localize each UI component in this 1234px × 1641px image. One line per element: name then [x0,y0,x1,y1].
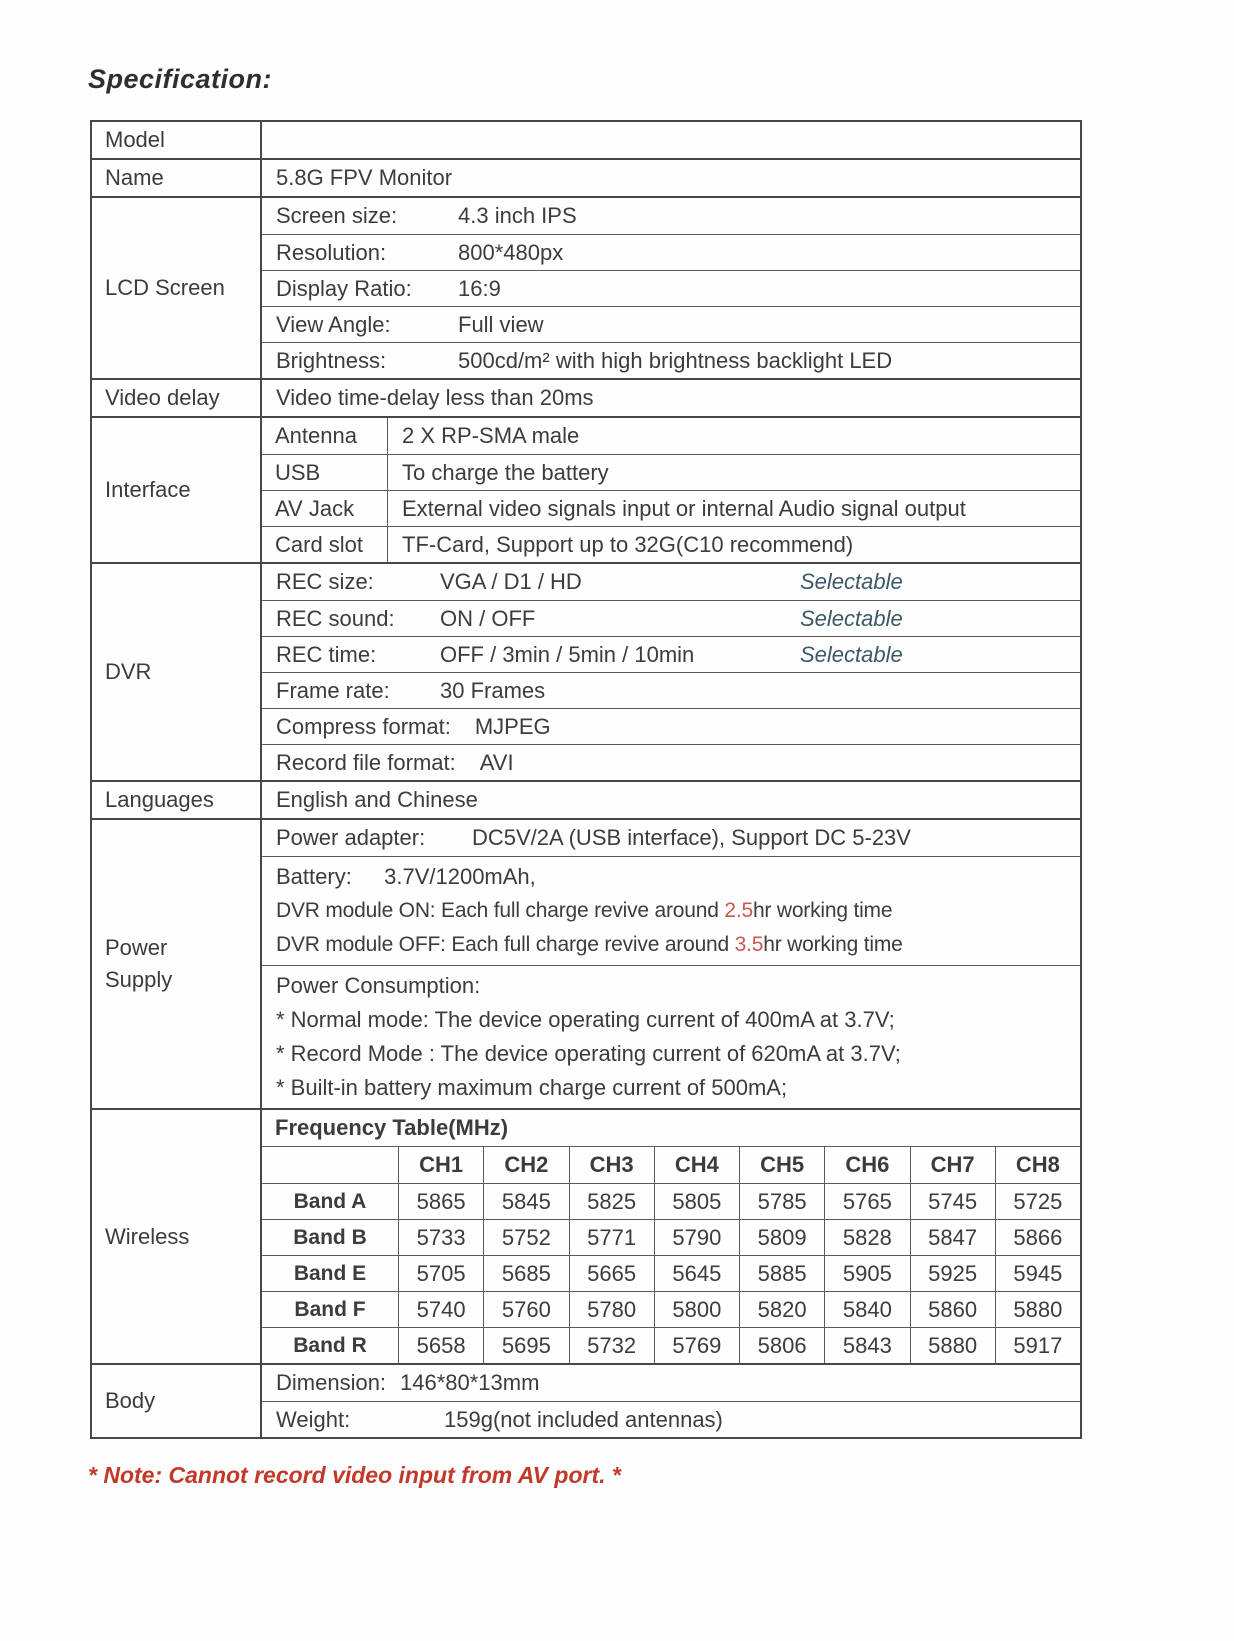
power-supply-label-line1: Power [105,935,168,960]
band-f-ch8: 5880 [995,1291,1080,1327]
power-row-consumption [262,965,1080,1108]
band-a-ch7: 5745 [910,1183,995,1219]
power-supply-label-line2: Supply [105,967,173,992]
group-dvr [92,562,1080,780]
band-a-ch1: 5865 [398,1183,483,1219]
dvr-row-rec-time [262,636,1080,672]
page-title: Specification: [88,64,273,94]
band-f-ch5: 5820 [739,1291,824,1327]
interface-antenna-label: Antenna [262,418,388,454]
lcd-brightness-label: Brightness: [276,347,387,373]
power-supply-label [92,820,262,1108]
band-a-ch5: 5785 [739,1183,824,1219]
lcd-row-view-angle [262,306,1080,342]
interface-row-av-jack [262,490,1080,526]
row-languages [92,780,1080,818]
model-label: Model [92,122,262,158]
video-delay-label: Video delay [92,380,262,416]
interface-row-card-slot [262,526,1080,562]
dvr-row-frame-rate [262,672,1080,708]
band-e-ch1: 5705 [398,1255,483,1291]
dvr-rec-sound-value: ON / OFF [440,605,536,631]
band-f-ch4: 5800 [654,1291,739,1327]
frequency-table-title: Frequency Table(MHz) [275,1115,509,1140]
dvr-off-suffix: hr working time [763,933,903,956]
group-lcd-screen [92,196,1080,378]
dvr-compress-format-value: MJPEG [474,713,551,739]
dvr-row-rec-sound [262,600,1080,636]
dvr-module-off-line [276,928,1080,962]
battery-label: Battery: [276,864,352,889]
lcd-view-angle-label: View Angle: [276,311,391,337]
band-a-ch2: 5845 [483,1183,568,1219]
band-r-ch3: 5732 [569,1327,654,1363]
interface-usb-value: To charge the battery [402,459,609,485]
lcd-label: LCD Screen [92,198,262,378]
band-b-ch7: 5847 [910,1219,995,1255]
dvr-row-record-file-format [262,744,1080,780]
band-r-ch6: 5843 [824,1327,909,1363]
dvr-record-file-format-value: AVI [479,749,514,775]
band-a-ch8: 5725 [995,1183,1080,1219]
dvr-compress-format-label: Compress format: [276,713,451,739]
lcd-row-display-ratio [262,270,1080,306]
dvr-rec-time-value: OFF / 3min / 5min / 10min [440,641,695,667]
row-video-delay [92,378,1080,416]
dvr-frame-rate-value: 30 Frames [440,677,546,703]
band-b-ch8: 5866 [995,1219,1080,1255]
freq-col-ch5: CH5 [739,1147,824,1183]
band-e-ch5: 5885 [739,1255,824,1291]
freq-col-ch8: CH8 [995,1147,1080,1183]
band-b-label: Band B [262,1219,398,1255]
power-row-battery [262,856,1080,965]
consumption-title: Power Consumption: [276,973,481,998]
dvr-on-prefix: DVR module ON: Each full charge revive around [276,899,725,922]
spec-table [90,120,1082,1439]
band-e-ch2: 5685 [483,1255,568,1291]
band-f-ch2: 5760 [483,1291,568,1327]
freq-corner-cell [262,1147,398,1183]
dvr-off-prefix: DVR module OFF: Each full charge revive around [276,933,735,956]
interface-av-jack-value: External video signals input or internal Audio signal output [402,495,966,521]
band-r-ch1: 5658 [398,1327,483,1363]
band-f-ch1: 5740 [398,1291,483,1327]
lcd-row-brightness [262,342,1080,378]
consumption-record-mode: * Record Mode : The device operating current of 620mA at 3.7V; [276,1041,901,1066]
band-r-ch2: 5695 [483,1327,568,1363]
band-b-ch5: 5809 [739,1219,824,1255]
row-model [92,122,1080,158]
band-e-ch8: 5945 [995,1255,1080,1291]
name-value: 5.8G FPV Monitor [276,165,453,190]
band-a-ch4: 5805 [654,1183,739,1219]
band-e-label: Band E [262,1255,398,1291]
frequency-table [262,1146,1080,1363]
group-power-supply [92,818,1080,1108]
interface-card-slot-value: TF-Card, Support up to 32G(C10 recommend) [402,531,854,557]
group-interface [92,416,1080,562]
lcd-display-ratio-label: Display Ratio: [276,275,412,301]
languages-label: Languages [92,782,262,818]
dvr-rec-size-label: REC size: [276,569,374,594]
freq-col-ch3: CH3 [569,1147,654,1183]
interface-card-slot-label: Card slot [262,527,388,562]
interface-antenna-value: 2 X RP-SMA male [402,423,580,448]
band-e-ch7: 5925 [910,1255,995,1291]
interface-row-antenna [262,418,1080,454]
band-b-ch3: 5771 [569,1219,654,1255]
dvr-rec-sound-selectable: Selectable [800,605,903,631]
dvr-rec-sound-label: REC sound: [276,605,395,631]
freq-col-ch4: CH4 [654,1147,739,1183]
band-b-ch4: 5790 [654,1219,739,1255]
body-row-weight [262,1401,1080,1437]
interface-av-jack-label: AV Jack [262,491,388,526]
dvr-off-hours: 3.5 [734,933,764,956]
freq-col-ch1: CH1 [398,1147,483,1183]
lcd-row-resolution [262,234,1080,270]
band-b-ch2: 5752 [483,1219,568,1255]
band-f-ch6: 5840 [824,1291,909,1327]
band-f-ch3: 5780 [569,1291,654,1327]
dvr-rec-size-selectable: Selectable [800,569,903,594]
dvr-on-hours: 2.5 [724,899,753,922]
lcd-view-angle-value: Full view [458,311,544,337]
battery-line [276,860,1080,894]
lcd-brightness-value: 500cd/m² with high brightness backlight LED [458,347,893,373]
band-b-ch1: 5733 [398,1219,483,1255]
body-label: Body [92,1365,262,1437]
freq-col-ch6: CH6 [824,1147,909,1183]
dvr-rec-time-label: REC time: [276,641,377,667]
band-a-ch6: 5765 [824,1183,909,1219]
power-adapter-label: Power adapter: [276,825,426,850]
dvr-row-rec-size [262,564,1080,600]
weight-value: 159g(not included antennas) [444,1406,723,1432]
band-e-ch3: 5665 [569,1255,654,1291]
interface-usb-label: USB [262,455,388,490]
band-f-ch7: 5860 [910,1291,995,1327]
dvr-record-file-format-label: Record file format: [276,749,456,775]
interface-label: Interface [92,418,262,562]
model-value [262,122,1080,158]
band-f-label: Band F [262,1291,398,1327]
dvr-frame-rate-label: Frame rate: [276,677,390,703]
dvr-on-suffix: hr working time [752,899,893,922]
band-r-ch7: 5880 [910,1327,995,1363]
dvr-row-compress-format [262,708,1080,744]
band-a-label: Band A [262,1183,398,1219]
freq-col-ch7: CH7 [910,1147,995,1183]
languages-value: English and Chinese [276,787,478,812]
dvr-label: DVR [92,564,262,780]
consumption-charge-current: * Built-in battery maximum charge current of 500mA; [276,1075,788,1100]
interface-row-usb [262,454,1080,490]
band-r-ch5: 5806 [739,1327,824,1363]
dvr-module-on-line [276,894,1080,928]
power-adapter-value: DC5V/2A (USB interface), Support DC 5-23V [472,825,911,850]
footer-note: * Note: Cannot record video input from AV port. * [88,1462,621,1488]
lcd-row-screen-size [262,198,1080,234]
lcd-display-ratio-value: 16:9 [458,275,501,301]
lcd-resolution-label: Resolution: [276,239,387,265]
group-wireless [92,1108,1080,1363]
body-row-dimension [262,1365,1080,1401]
wireless-label: Wireless [92,1110,262,1363]
weight-label: Weight: [276,1406,351,1432]
consumption-normal-mode: * Normal mode: The device operating current of 400mA at 3.7V; [276,1007,895,1032]
freq-col-ch2: CH2 [483,1147,568,1183]
band-r-label: Band R [262,1327,398,1363]
video-delay-value: Video time-delay less than 20ms [276,385,594,410]
band-r-ch4: 5769 [654,1327,739,1363]
lcd-screen-size-label: Screen size: [276,203,398,228]
power-row-adapter [262,820,1080,856]
lcd-resolution-value: 800*480px [458,239,564,265]
dimension-value: 146*80*13mm [400,1370,540,1395]
name-label: Name [92,160,262,196]
dvr-rec-time-selectable: Selectable [800,641,903,667]
band-b-ch6: 5828 [824,1219,909,1255]
dvr-rec-size-value: VGA / D1 / HD [440,569,582,594]
band-a-ch3: 5825 [569,1183,654,1219]
group-body [92,1363,1080,1437]
band-r-ch8: 5917 [995,1327,1080,1363]
band-e-ch4: 5645 [654,1255,739,1291]
lcd-screen-size-value: 4.3 inch IPS [458,203,577,228]
battery-value: 3.7V/1200mAh, [384,864,536,889]
band-e-ch6: 5905 [824,1255,909,1291]
dimension-label: Dimension: [276,1370,387,1395]
row-name [92,158,1080,196]
